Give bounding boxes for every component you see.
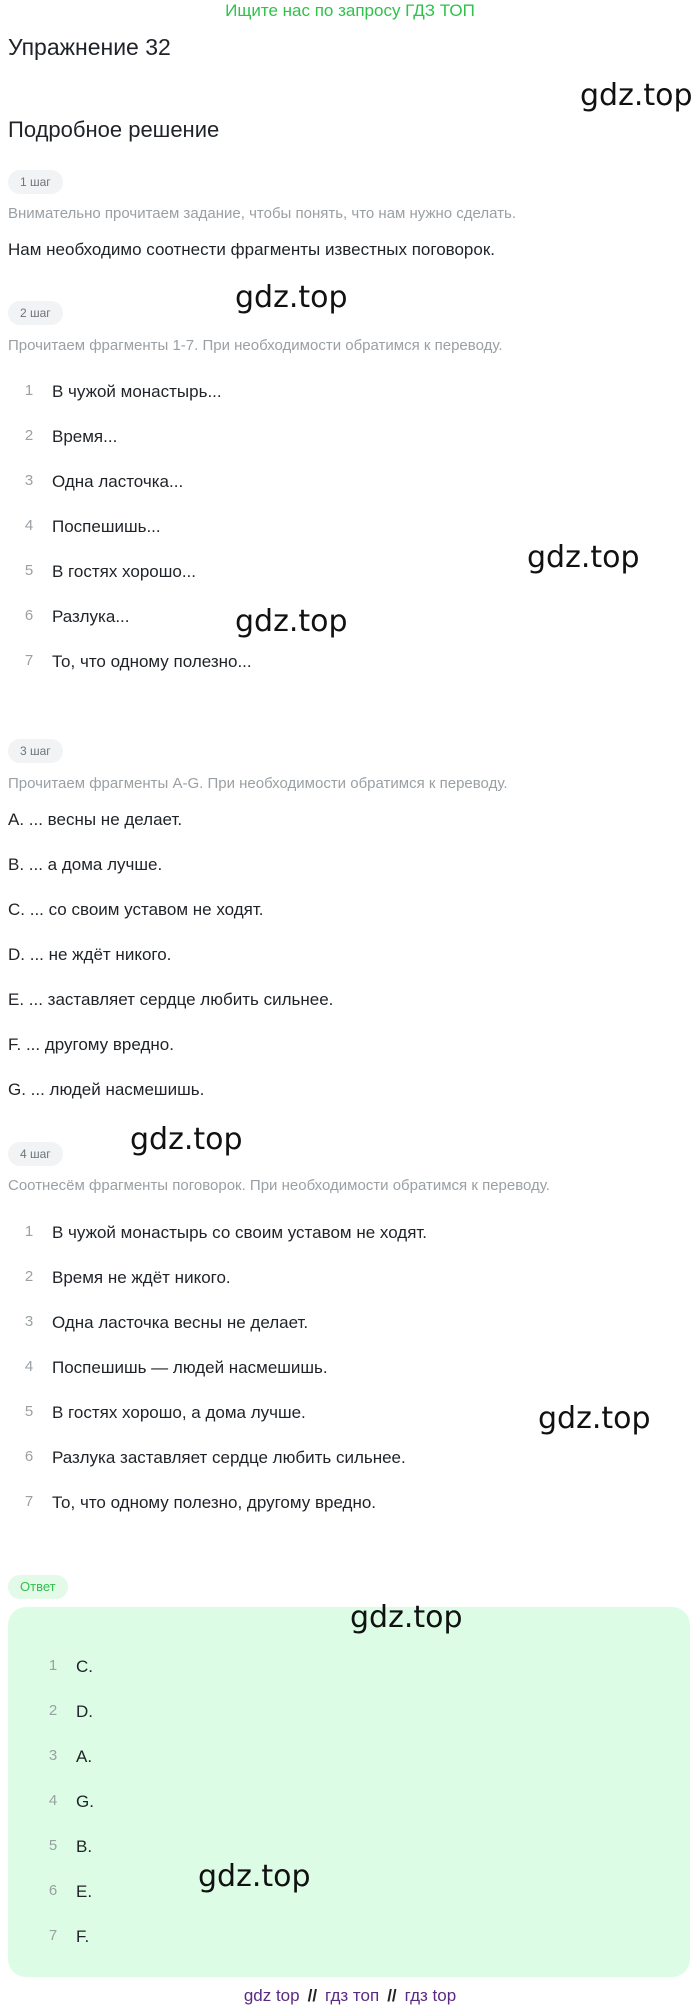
fragment-line: G. ... людей насмешишь. bbox=[8, 1080, 205, 1099]
footer-link[interactable]: гдз top bbox=[404, 1986, 457, 2005]
search-hint-link[interactable]: Ищите нас по запросу ГДЗ ТОП bbox=[225, 1, 475, 20]
fragment-line: F. ... другому вредно. bbox=[8, 1035, 174, 1054]
answer-badge: Ответ bbox=[8, 1575, 68, 1599]
watermark: gdz.top bbox=[198, 1859, 311, 1894]
page-title: Упражнение 32 bbox=[8, 34, 171, 60]
step-hint: Прочитаем фрагменты A-G. При необходимости обратимся к переводу. bbox=[8, 775, 508, 792]
watermark: gdz.top bbox=[580, 78, 693, 113]
watermark: gdz.top bbox=[235, 604, 348, 639]
footer-links bbox=[0, 1986, 700, 2006]
answer-panel bbox=[8, 1607, 690, 1977]
step-hint: Внимательно прочитаем задание, чтобы понять, что нам нужно сделать. bbox=[8, 205, 517, 222]
watermark: gdz.top bbox=[538, 1401, 651, 1436]
step-badge: 1 шаг bbox=[8, 170, 63, 194]
fragment-line: D. ... не ждёт никого. bbox=[8, 945, 172, 964]
fragment-line: C. ... со своим уставом не ходят. bbox=[8, 900, 264, 919]
step-text: Нам необходимо соотнести фрагменты известных поговорок. bbox=[8, 240, 496, 259]
footer-separator: // bbox=[307, 1986, 318, 2005]
step-hint: Соотнесём фрагменты поговорок. При необходимости обратимся к переводу. bbox=[8, 1177, 550, 1194]
step-badge: 3 шаг bbox=[8, 739, 63, 763]
footer-separator: // bbox=[387, 1986, 397, 2005]
fragment-line: A. ... весны не делает. bbox=[8, 810, 183, 829]
fragment-line: B. ... а дома лучше. bbox=[8, 855, 163, 874]
watermark: gdz.top bbox=[350, 1600, 463, 1635]
footer-link[interactable]: гдз топ bbox=[325, 1986, 380, 2005]
step-badge: 4 шаг bbox=[8, 1142, 63, 1166]
footer-link[interactable]: gdz top bbox=[243, 1986, 300, 2005]
watermark: gdz.top bbox=[235, 280, 348, 315]
step-badge: 2 шаг bbox=[8, 301, 63, 325]
fragment-line: E. ... заставляет сердце любить сильнее. bbox=[8, 990, 334, 1009]
watermark: gdz.top bbox=[527, 540, 640, 575]
step-hint: Прочитаем фрагменты 1-7. При необходимости обратимся к переводу. bbox=[8, 337, 503, 354]
section-title: Подробное решение bbox=[8, 117, 220, 142]
watermark: gdz.top bbox=[130, 1122, 243, 1157]
